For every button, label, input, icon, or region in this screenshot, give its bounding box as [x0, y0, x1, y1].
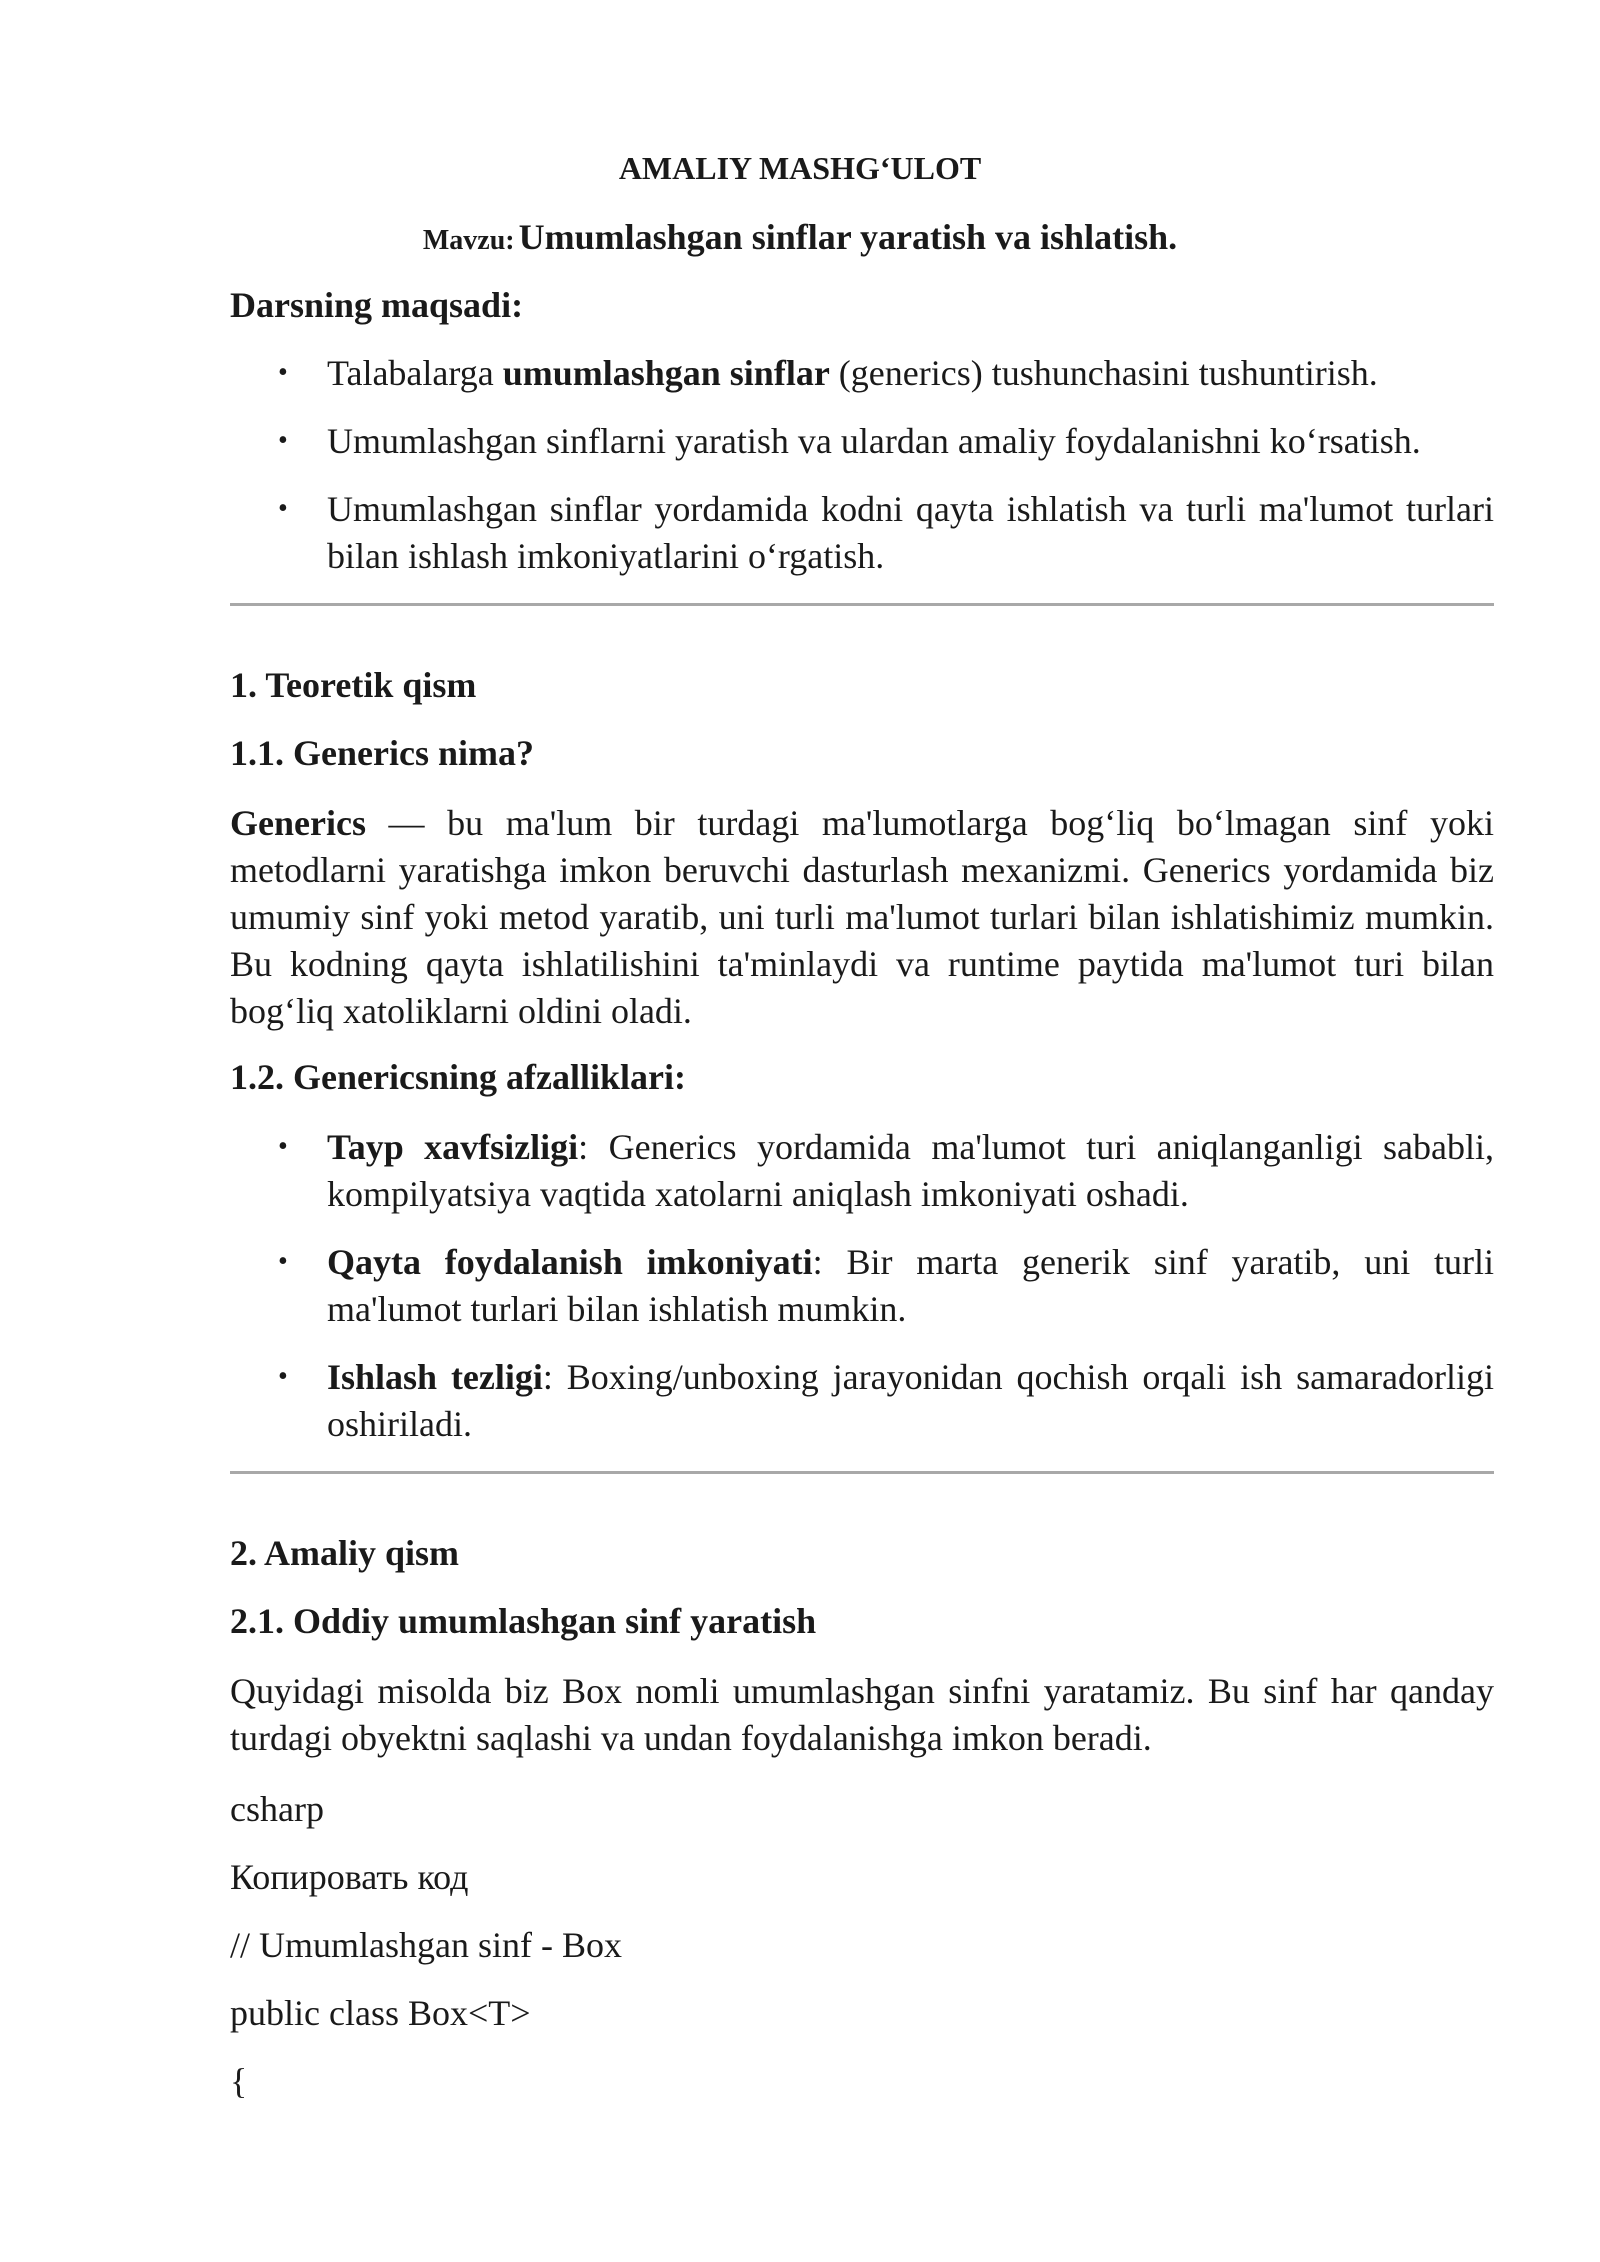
- practice-paragraph: Quyidagi misolda biz Box nomli umumlashgan sinfni yaratamiz. Bu sinf har qanday turdagi obyektni saqlashi va undan foydalanishga imkon beradi.: [230, 1671, 1494, 1758]
- code-line-2: public class Box<T>: [230, 1993, 531, 2033]
- topic-label: Mavzu:: [422, 225, 515, 256]
- generics-paragraph: Generics — bu ma'lum bir turdagi ma'lumotlarga bog‘liq bo‘lmagan sinf yoki metodlarni yaratishga imkon beruvchi dasturlash mexanizmi. Generics yordamida biz umumiy sinf yoki metod yaratib, uni turli ma'lumot turlari bilan ishlatishimiz mumkin. Bu kodning qayta ishlatilishini ta'minlaydi va runtime paytida ma'lumot turi bilan bog‘liq xatoliklarni oldini oladi.: [230, 803, 1494, 1031]
- divider: [230, 603, 1494, 606]
- goal-item-2: Umumlashgan sinflarni yaratish va ulardan amaliy foydalanishni ko‘rsatish.: [327, 421, 1421, 461]
- theory-subheading-2: 1.2. Genericsning afzalliklari:: [230, 1057, 686, 1097]
- bullet-icon: •: [278, 1246, 288, 1277]
- doc-title: AMALIY MASHG‘ULOT: [618, 150, 982, 186]
- advantage-item-2: Qayta foydalanish imkoniyati: Bir marta generik sinf yaratib, uni turli ma'lumot turlari bilan ishlatish mumkin.: [327, 1242, 1494, 1329]
- advantage-item-3: Ishlash tezligi: Boxing/unboxing jarayonidan qochish orqali ish samaradorligi oshiriladi.: [327, 1357, 1494, 1444]
- advantage-item-1: Tayp xavfsizligi: Generics yordamida ma'lumot turi aniqlanganligi sababli, kompilyatsiya vaqtida xatolarni aniqlash imkoniyati oshadi.: [327, 1127, 1495, 1214]
- bullet-icon: •: [278, 357, 288, 388]
- code-line-3: {: [230, 2061, 248, 2101]
- code-language-label: csharp: [230, 1789, 324, 1829]
- divider: [230, 1471, 1494, 1474]
- goal-item-3: Umumlashgan sinflar yordamida kodni qayta ishlatish va turli ma'lumot turlari bilan ishlash imkoniyatlarini o‘rgatish.: [327, 489, 1494, 576]
- goal-item-1: Talabalarga umumlashgan sinflar (generics) tushunchasini tushuntirish.: [327, 353, 1378, 393]
- code-line-1: // Umumlashgan sinf - Box: [230, 1925, 622, 1965]
- theory-subheading-1: 1.1. Generics nima?: [230, 733, 534, 773]
- topic-text: Umumlashgan sinflar yaratish va ishlatish.: [518, 217, 1178, 257]
- bullet-icon: •: [278, 493, 288, 524]
- topic-line: [0, 216, 1600, 258]
- copy-code-button[interactable]: Копировать код: [230, 1857, 469, 1897]
- bullet-icon: •: [278, 1361, 288, 1392]
- practice-heading: 2. Amaliy qism: [230, 1533, 460, 1573]
- bullet-icon: •: [278, 1131, 288, 1162]
- goals-heading: Darsning maqsadi:: [230, 285, 524, 325]
- theory-heading: 1. Teoretik qism: [230, 665, 477, 705]
- bullet-icon: •: [278, 425, 288, 456]
- practice-subheading-1: 2.1. Oddiy umumlashgan sinf yaratish: [230, 1601, 817, 1641]
